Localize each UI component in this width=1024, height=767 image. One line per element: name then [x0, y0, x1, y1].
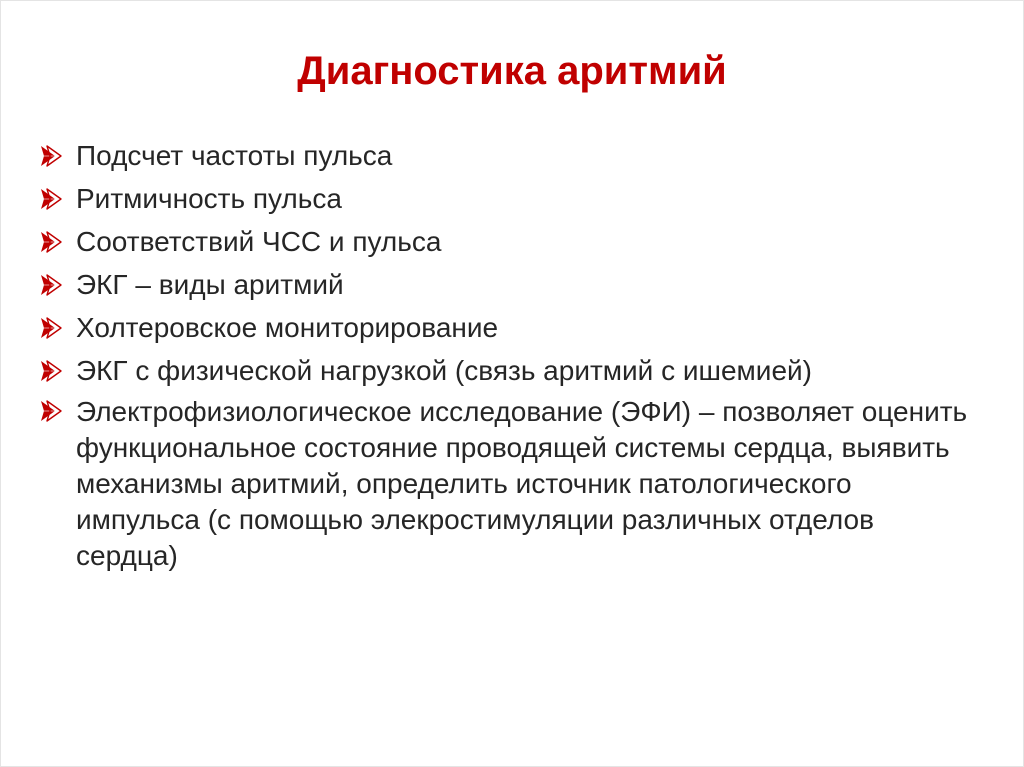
- bullet-text: Подсчет частоты пульса: [76, 140, 393, 171]
- bullet-text: Соответствий ЧСС и пульса: [76, 226, 442, 257]
- arrow-chevron-icon: [38, 144, 64, 168]
- bullet-text: Ритмичность пульса: [76, 183, 342, 214]
- list-item: [38, 177, 968, 220]
- bullet-text: Холтеровское мониторирование: [76, 312, 499, 343]
- bullet-text: Электрофизиологическое исследование (ЭФИ) – позволяет оценить функциональное состояние проводящей системы сердца, выявить механизмы аритмий, определить источник патологического импульса (с помощью элекростимуляции различных отделов сердца): [76, 396, 968, 571]
- arrow-chevron-icon: [38, 316, 64, 340]
- slide-title: Диагностика аритмий: [297, 49, 727, 93]
- arrow-chevron-icon: [38, 273, 64, 297]
- arrow-chevron-icon: [38, 359, 64, 383]
- list-item: [38, 349, 968, 392]
- list-item: [38, 306, 968, 349]
- arrow-chevron-icon: [38, 187, 64, 211]
- list-item: [38, 263, 968, 306]
- bullet-text: ЭКГ с физической нагрузкой (связь аритмий с ишемией): [76, 355, 812, 386]
- bullet-list: [38, 134, 968, 574]
- list-item: [38, 134, 968, 177]
- bullet-text: ЭКГ – виды аритмий: [76, 269, 344, 300]
- arrow-chevron-icon: [38, 230, 64, 254]
- arrow-chevron-icon: [38, 399, 64, 423]
- list-item: [38, 394, 968, 574]
- list-item: [38, 220, 968, 263]
